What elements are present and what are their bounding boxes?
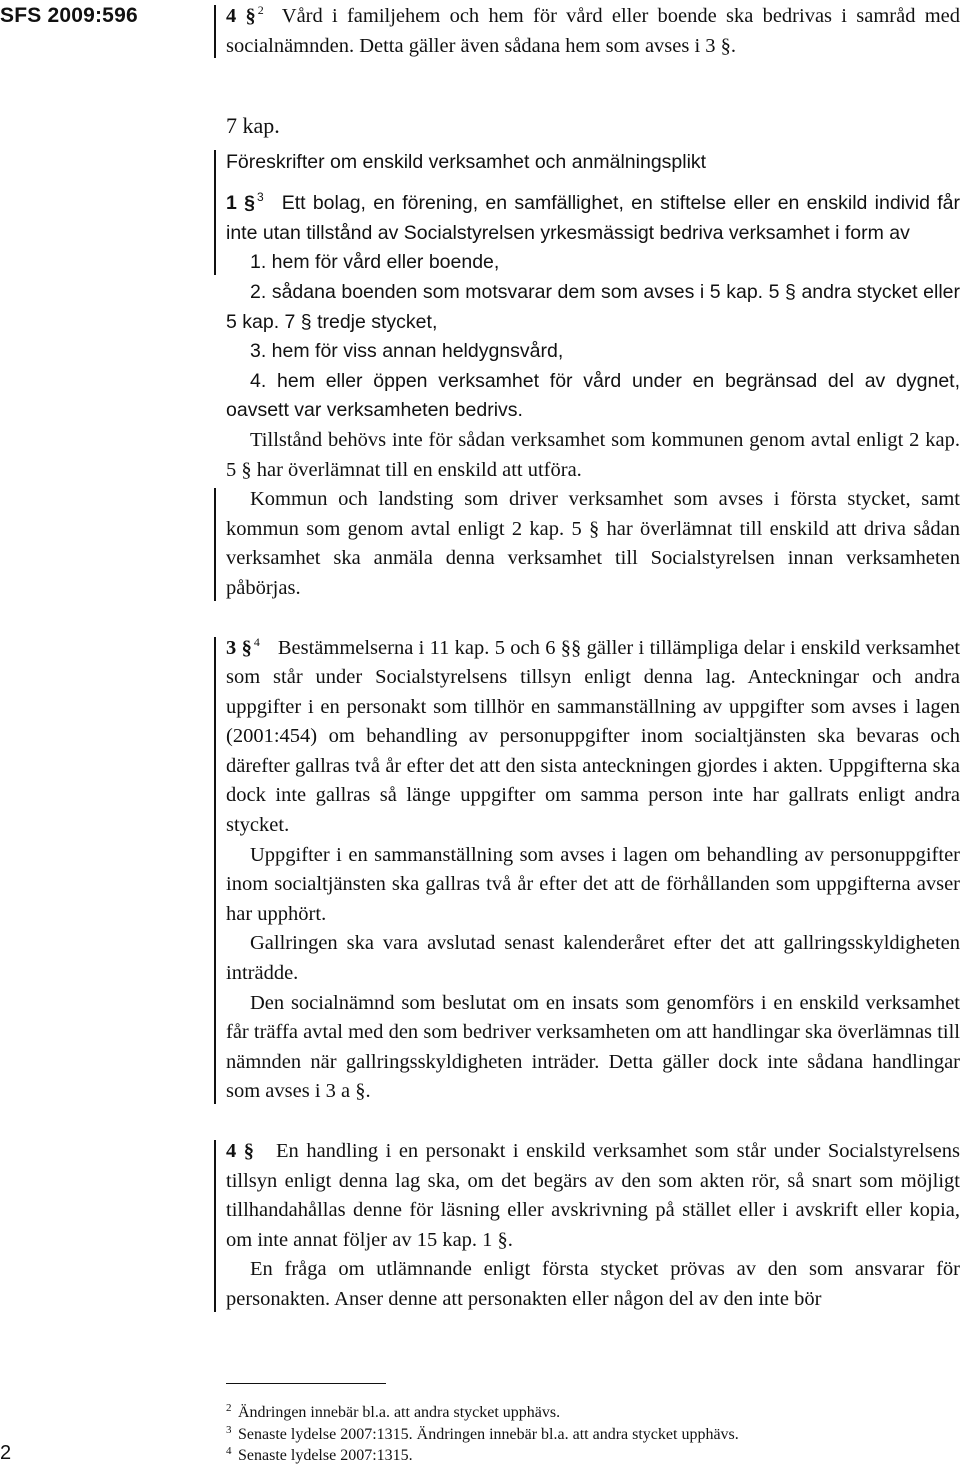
section-number: 3 § xyxy=(226,636,252,659)
footnote-ref: 3 xyxy=(257,190,264,205)
list-item: 2. sådana boenden som motsvarar dem som avses i 5 kap. 5 § andra stycket eller 5 kap. 7 § tredje stycket, xyxy=(226,280,960,333)
list-item: 4. hem eller öppen verksamhet för vård under en begränsad del av dygnet, oavsett var verksamheten bedrivs. xyxy=(226,369,960,422)
footnote: 2 Ändringen innebär bl.a. att andra stycket upphävs. xyxy=(226,1402,561,1421)
section-4-previous-chapter xyxy=(226,2,960,61)
paragraph: En fråga om utlämnande enligt första stycket prövas av den som ansvarar för personakten. Anser denne att personakten eller någon del av den inte bör xyxy=(226,1258,960,1310)
paragraph: Den socialnämnd som beslutat om en insats som genomförs i en enskild verksamhet får träffa avtal med den som bedriver verksamheten om att handlingar ska överlämnas till nämnden när gallringsskyldigheten inträder. Detta gäller dock inte sådana handlingar som avses i 3 a §. xyxy=(226,991,960,1103)
paragraph-text: En handling i en personakt i enskild verksamhet som står under Socialstyrelsens tillsyn enligt denna lag ska, om det begärs av den som akten rör, så snart som möjligt tillhandahållas denne för läsning eller avskrivning på stället eller i avskrift eller kopia, om inte annat följer av 15 kap. 1 §. xyxy=(226,1140,960,1251)
page-number: 2 xyxy=(0,1442,12,1464)
paragraph: Tillstånd behövs inte för sådan verksamhet som kommunen genom avtal enligt 2 kap. 5 § har överlämnat till en enskild att utföra. xyxy=(226,428,960,481)
section-heading: Föreskrifter om enskild verksamhet och anmälningsplikt xyxy=(226,151,707,174)
footnote-text: Ändringen innebär bl.a. att andra stycket upphävs. xyxy=(238,1404,561,1421)
paragraph xyxy=(226,1137,960,1255)
paragraph-text: Bestämmelserna i 11 kap. 5 och 6 §§ gäller i tillämpliga delar i enskild verksamhet som står under Socialstyrelsens tillsyn enligt denna lag. Anteckningar och andra uppgifter i en personakt som tillhör en sammanställning av uppgifter som avses i lagen (2001:454) om behandling av personuppgifter inom socialtjänsten ska bevaras och därefter gallras två år efter det att den sista anteckningen gjordes i akten. Uppgifterna ska dock inte gallras så länge uppgifter om samma person inte har gallrats enligt andra stycket. xyxy=(226,636,960,837)
section-1-amended-paragraph xyxy=(226,485,960,603)
list-item: 1. hem för vård eller boende, xyxy=(250,251,500,274)
footnote: 4 Senaste lydelse 2007:1315. xyxy=(226,1445,413,1464)
paragraph xyxy=(226,2,960,61)
paragraph: Uppgifter i en sammanställning som avses i lagen om behandling av personuppgifter inom socialtjänsten ska gallras två år efter det att de förhållanden som uppgifterna avser har upphört. xyxy=(226,843,960,925)
section-number: 4 § xyxy=(226,5,256,27)
paragraph: Kommun och landsting som driver verksamhet som avses i första stycket, samt kommun som genom avtal enligt 2 kap. 5 § har överlämnat till enskild att driva sådan verksamhet ska anmäla denna verksamhet till Socialstyrelsen innan verksamheten påbörjas. xyxy=(226,488,960,599)
section-4-block xyxy=(226,1137,960,1315)
document-body xyxy=(226,2,960,1315)
footnote-divider xyxy=(226,1383,386,1384)
footnote: 3 Senaste lydelse 2007:1315. Ändringen innebär bl.a. att andra stycket upphävs. xyxy=(226,1423,739,1443)
section-3-block xyxy=(226,634,960,1108)
section-number: 4 § xyxy=(226,1140,255,1162)
footnote-ref: 4 xyxy=(253,634,260,649)
section-number: 1 § xyxy=(226,192,255,215)
paragraph xyxy=(226,634,960,841)
sfs-number: SFS 2009:596 xyxy=(0,4,138,27)
footnote-text: Senaste lydelse 2007:1315. xyxy=(238,1447,413,1464)
footnotes xyxy=(226,1402,960,1467)
paragraph-text: Ett bolag, en förening, en samfällighet, en stiftelse eller en enskild individ får inte utan tillstånd av Socialstyrelsen yrkesmässigt bedriva verksamhet i form av xyxy=(226,192,960,244)
paragraph: Gallringen ska vara avslutad senast kalenderåret efter det att gallringsskyldigheten inträdde. xyxy=(226,932,960,985)
footnote-text: Senaste lydelse 2007:1315. Ändringen innebär bl.a. att andra stycket upphävs. xyxy=(238,1425,739,1443)
paragraph xyxy=(226,189,960,248)
footnote-ref: 2 xyxy=(257,3,264,17)
list-item: 3. hem för viss annan heldygnsvård, xyxy=(250,340,564,363)
paragraph-text: Vård i familjehem och hem för vård eller boende ska bedrivas i samråd med socialnämnden. Detta gäller även sådana hem som avses i 3 §. xyxy=(226,5,960,57)
section-1-block xyxy=(226,147,960,278)
chapter-heading: 7 kap. xyxy=(226,113,280,139)
